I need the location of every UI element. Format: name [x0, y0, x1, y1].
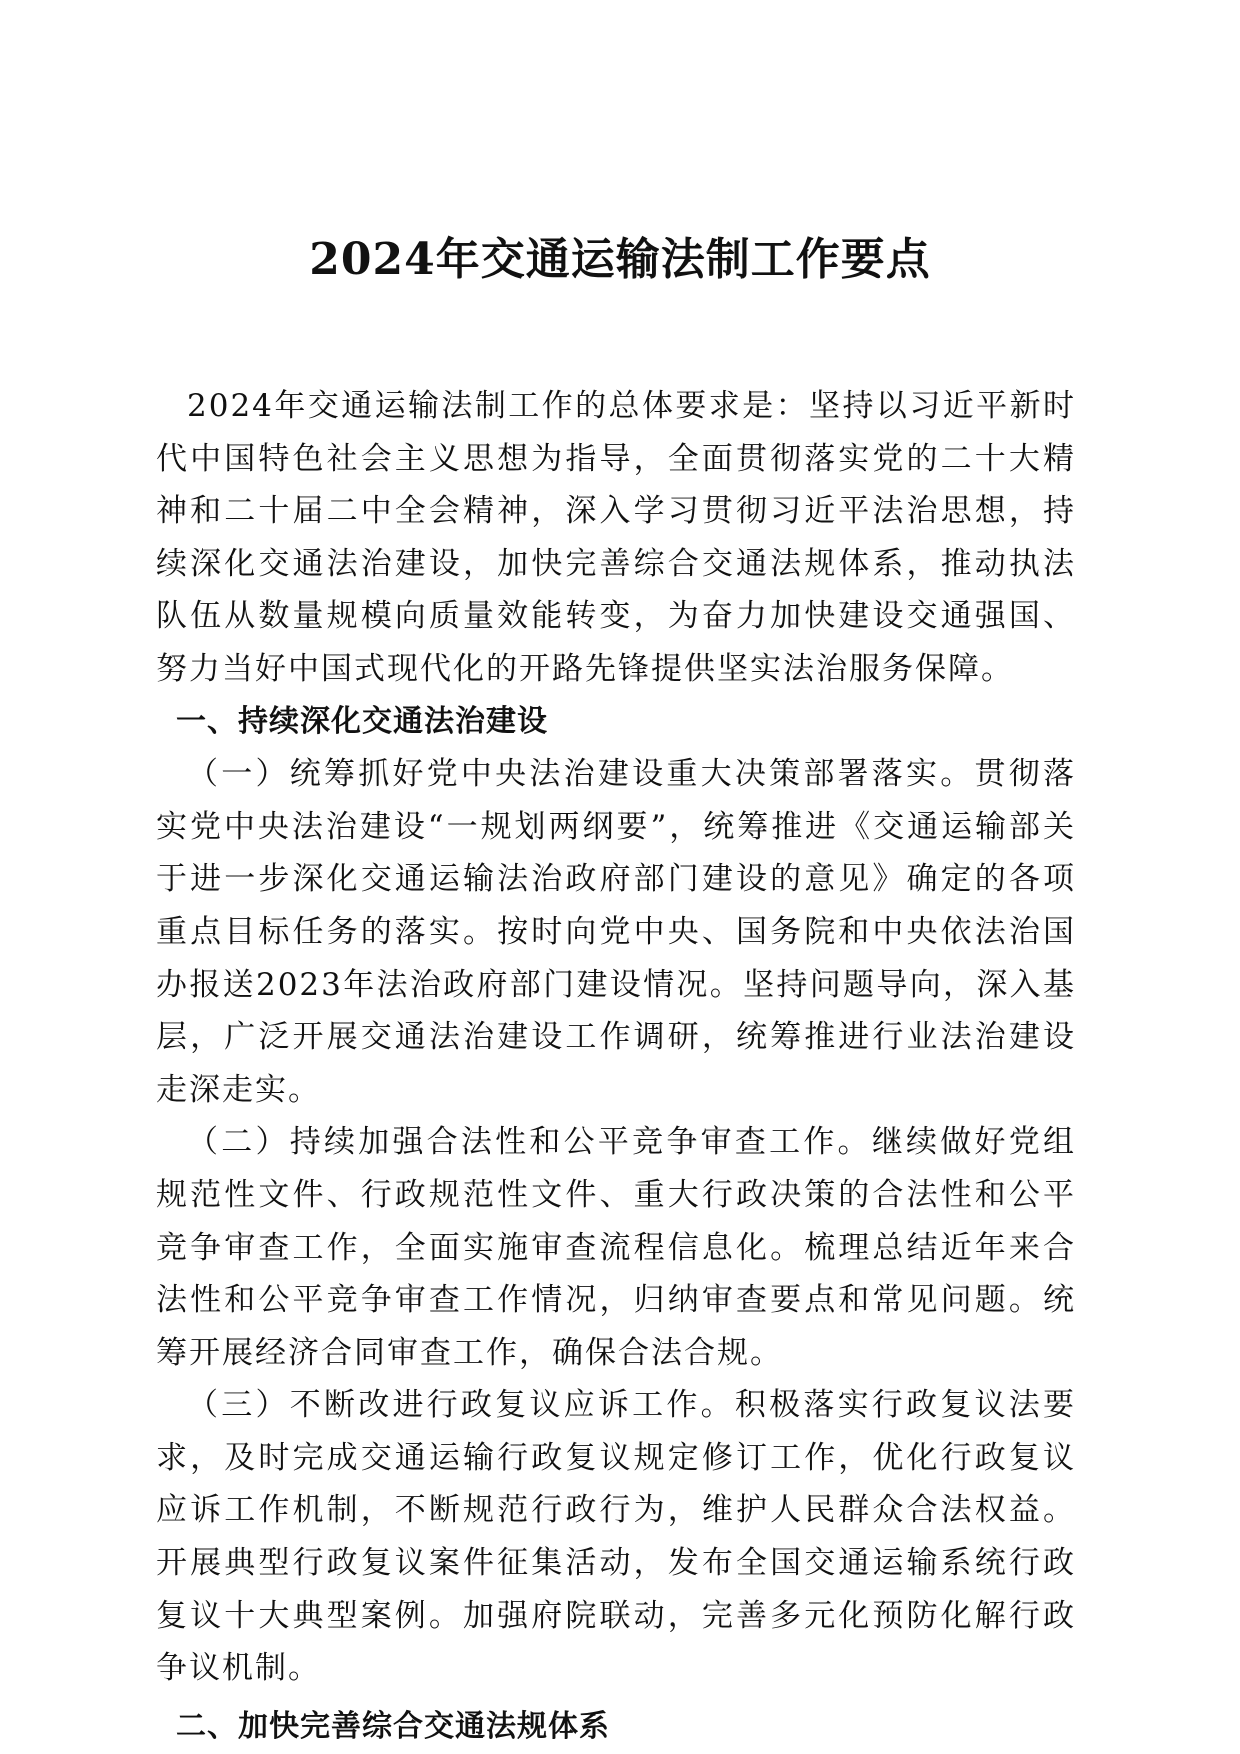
item-3-text: 积极落实行政复议法要求，及时完成交通运输行政复议规定修订工作，优化行政复议应诉工作机制，不断规范行政行为，维护人民群众合法权益。开展典型行政复议案件征集活动，发布全国交通运输系统行政复议十大典型案例。加强府院联动，完善多元化预防化解行政争议机制。	[156, 1387, 1077, 1687]
intro-paragraph: 2024年交通运输法制工作的总体要求是：坚持以习近平新时代中国特色社会主义思想为指导，全面贯彻落实党的二十大精神和二十届二中全会精神，深入学习贯彻习近平法治思想，持续深化交通法治建设，加快完善综合交通法规体系，推动执法队伍从数量规模向质量效能转变，为奋力加快建设交通强国、努力当好中国式现代化的开路先锋提供坚实法治服务保障。	[156, 388, 1076, 687]
item-1-text: 贯彻落实党中央法治建设“一规划两纲要”，统筹推进《交通运输部关于进一步深化交通运输法治政府部门建设的意见》确定的各项重点目标任务的落实。按时向党中央、国务院和中央依法治国办报送2023年法治政府部门建设情况。坚持问题导向，深入基层，广泛开展交通法治建设工作调研，统筹推进行业法治建设走深走实。	[156, 756, 1077, 1108]
item-1-lead: （一）统筹抓好党中央法治建设重大决策部署落实。	[187, 756, 975, 793]
section-heading-2: 二、加快完善综合交通法规体系	[176, 1708, 610, 1744]
document-body	[156, 380, 1076, 1753]
section1-item-2	[156, 1116, 1076, 1379]
document-title: 2024年交通运输法制工作要点	[309, 234, 931, 285]
section1-item-1	[156, 748, 1076, 1116]
item-2-lead: （二）持续加强合法性和公平竞争审查工作。	[187, 1124, 872, 1161]
section1-item-3	[156, 1379, 1076, 1695]
section-heading-1: 一、持续深化交通法治建设	[176, 703, 548, 739]
item-2-text: 继续做好党组规范性文件、行政规范性文件、重大行政决策的合法性和公平竞争审查工作，全面实施审查流程信息化。梳理总结近年来合法性和公平竞争审查工作情况，归纳审查要点和常见问题。统筹开展经济合同审查工作，确保合法合规。	[156, 1124, 1077, 1371]
item-3-lead: （三）不断改进行政复议应诉工作。	[187, 1387, 735, 1424]
